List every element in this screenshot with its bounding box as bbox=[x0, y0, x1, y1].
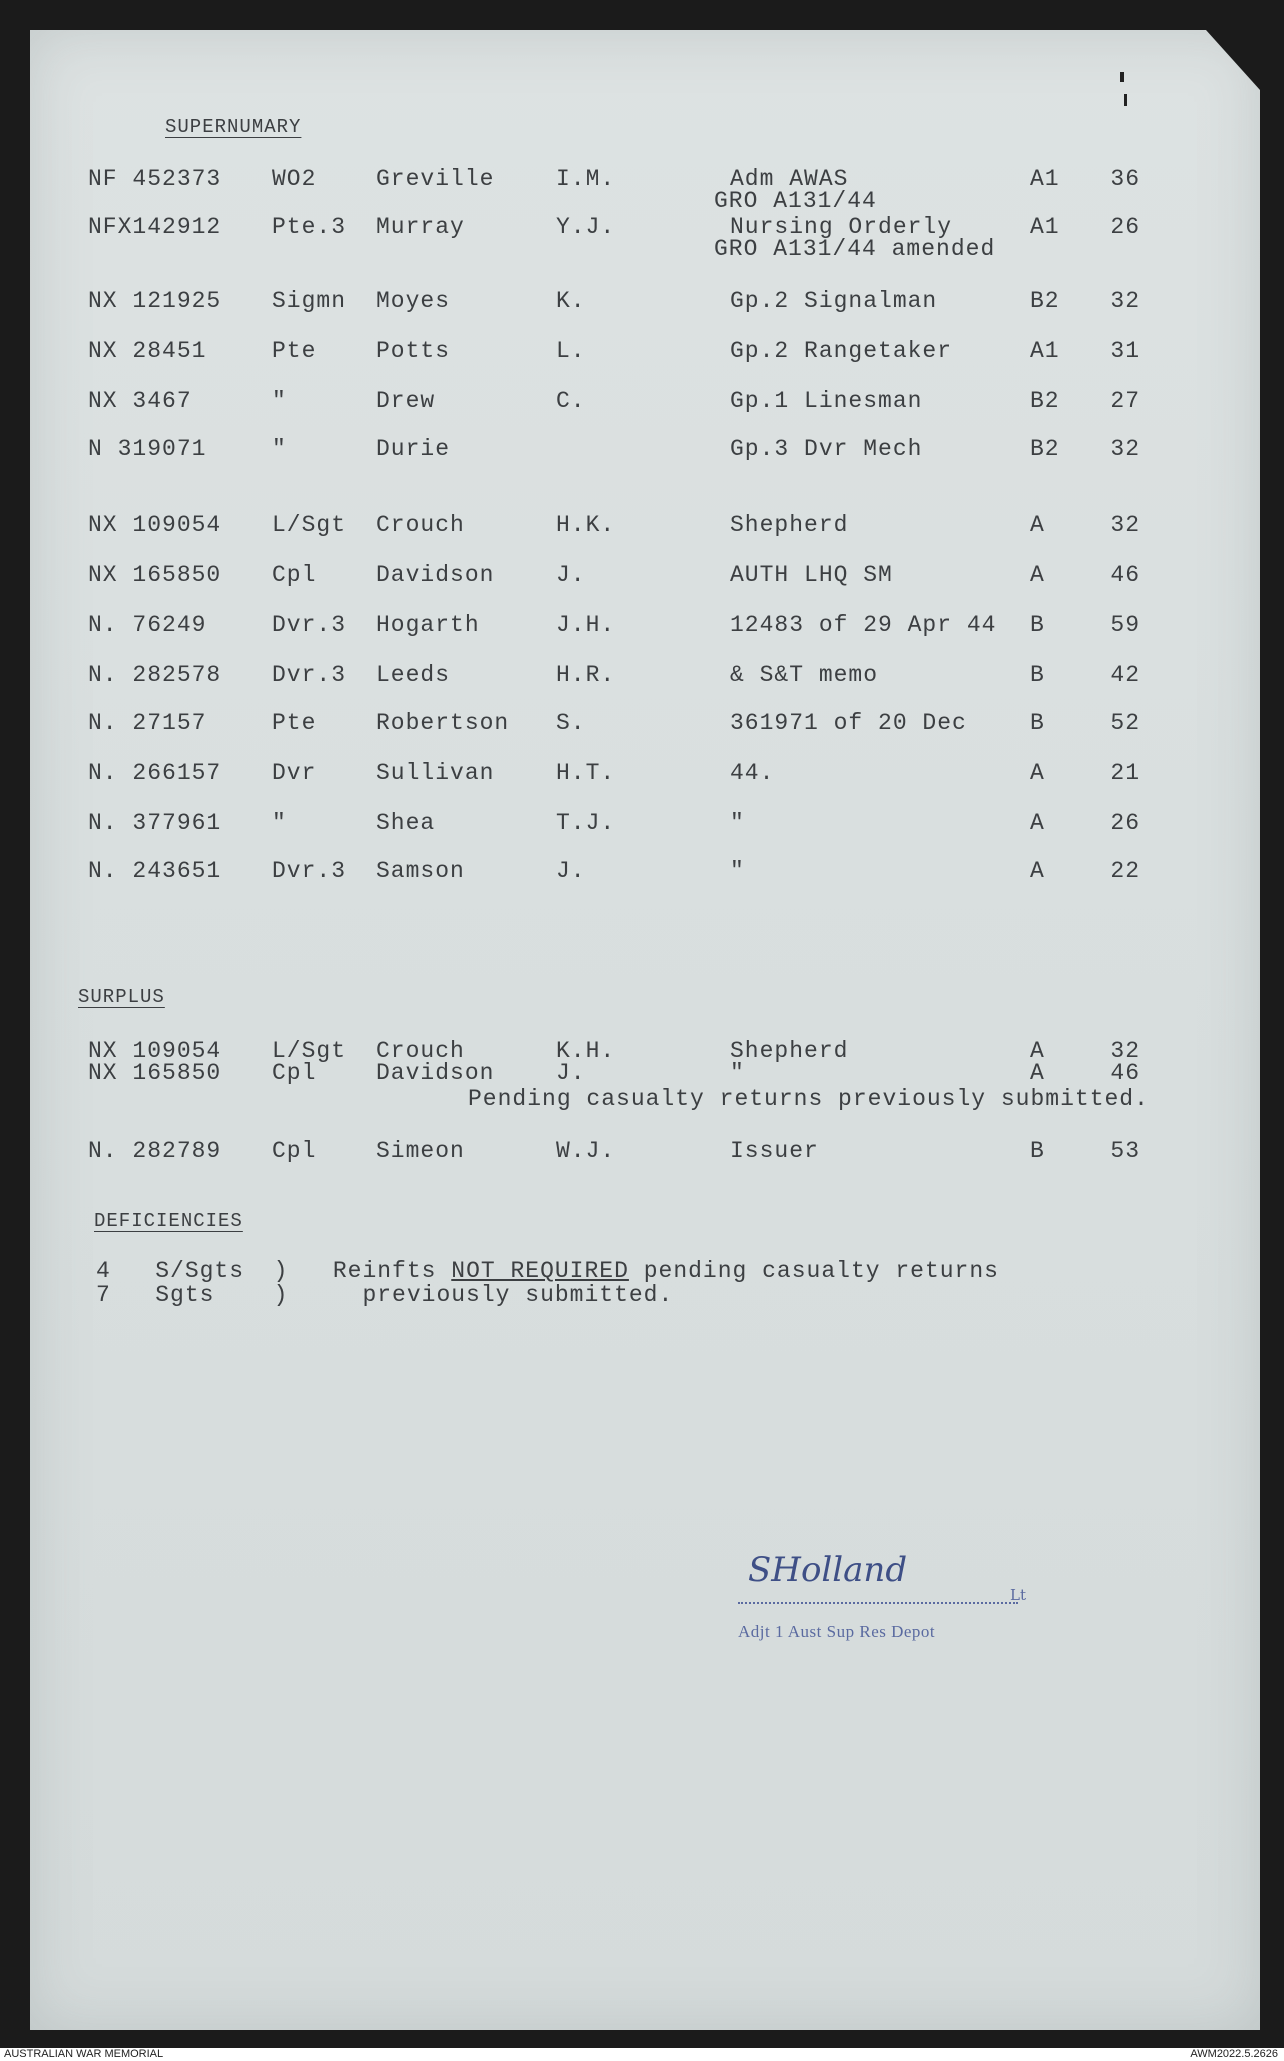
supernumerary-row bbox=[30, 214, 1260, 262]
supernumerary-row bbox=[30, 288, 1260, 322]
surname: Simeon bbox=[376, 1138, 465, 1164]
initials: S. bbox=[556, 710, 586, 736]
surname: Drew bbox=[376, 388, 436, 414]
supernumerary-row bbox=[30, 166, 1260, 214]
initials: K.H. bbox=[556, 1038, 616, 1064]
age: 21 bbox=[1110, 760, 1140, 786]
description: Shepherd bbox=[730, 512, 849, 538]
description: " bbox=[730, 810, 745, 836]
supernumerary-row bbox=[30, 562, 1260, 596]
medical-grade: B bbox=[1030, 1138, 1045, 1164]
rank: " bbox=[272, 388, 287, 414]
supernumerary-row bbox=[30, 858, 1260, 892]
surplus-note: Pending casualty returns previously submitted. bbox=[468, 1086, 1149, 1112]
age: 32 bbox=[1110, 1038, 1140, 1064]
initials: T.J. bbox=[556, 810, 616, 836]
initials: K. bbox=[556, 288, 586, 314]
age: 36 bbox=[1110, 166, 1140, 192]
rank: Dvr.3 bbox=[272, 612, 347, 638]
supernumerary-row bbox=[30, 388, 1260, 422]
rank: " bbox=[272, 436, 287, 462]
description: AUTH LHQ SM bbox=[730, 562, 893, 588]
description-continued: GRO A131/44 amended bbox=[714, 236, 996, 262]
adjutant-stamp: Adjt 1 Aust Sup Res Depot bbox=[738, 1622, 936, 1641]
description: " bbox=[730, 1060, 745, 1086]
description: 361971 of 20 Dec bbox=[730, 710, 967, 736]
age: 53 bbox=[1110, 1138, 1140, 1164]
supernumerary-row bbox=[30, 662, 1260, 696]
medical-grade: A bbox=[1030, 1060, 1045, 1086]
document-page bbox=[30, 30, 1260, 2030]
service-number: NX 109054 bbox=[88, 512, 222, 538]
age: 32 bbox=[1110, 512, 1140, 538]
description: 44. bbox=[730, 760, 775, 786]
age: 22 bbox=[1110, 858, 1140, 884]
rank: Dvr.3 bbox=[272, 858, 347, 884]
medical-grade: A1 bbox=[1030, 214, 1060, 240]
medical-grade: A1 bbox=[1030, 338, 1060, 364]
age: 32 bbox=[1110, 288, 1140, 314]
rank: Pte bbox=[272, 338, 317, 364]
description: " bbox=[730, 858, 745, 884]
description-continued: GRO A131/44 bbox=[714, 188, 877, 214]
handwritten-signature: SHolland bbox=[748, 1550, 908, 1590]
age: 52 bbox=[1110, 710, 1140, 736]
initials: J. bbox=[556, 858, 586, 884]
medical-grade: B bbox=[1030, 662, 1045, 688]
surname: Greville bbox=[376, 166, 495, 192]
initials: H.K. bbox=[556, 512, 616, 538]
paper-corner bbox=[1200, 30, 1260, 90]
initials: I.M. bbox=[556, 166, 616, 192]
surname: Crouch bbox=[376, 512, 465, 538]
surname: Moyes bbox=[376, 288, 451, 314]
rank: Pte.3 bbox=[272, 214, 347, 240]
description: 12483 of 29 Apr 44 bbox=[730, 612, 997, 638]
supernumerary-row bbox=[30, 810, 1260, 844]
supernumerary-row bbox=[30, 338, 1260, 372]
service-number: NFX142912 bbox=[88, 214, 222, 240]
supernumerary-row bbox=[30, 612, 1260, 646]
signature-rank: Lt bbox=[1010, 1586, 1026, 1604]
rank: L/Sgt bbox=[272, 1038, 347, 1064]
ink-mark bbox=[1120, 72, 1124, 82]
rank: Pte bbox=[272, 710, 317, 736]
section-heading-deficiencies: DEFICIENCIES bbox=[94, 1210, 243, 1232]
medical-grade: B bbox=[1030, 710, 1045, 736]
initials: H.T. bbox=[556, 760, 616, 786]
service-number: N. 76249 bbox=[88, 612, 207, 638]
medical-grade: A bbox=[1030, 858, 1045, 884]
footer-reference: AWM2022.5.2626 bbox=[1190, 2048, 1278, 2060]
deficiencies-text: 4 S/Sgts ) Reinfts bbox=[96, 1258, 452, 1284]
supernumerary-row bbox=[30, 512, 1260, 546]
service-number: N. 27157 bbox=[88, 710, 207, 736]
rank: Cpl bbox=[272, 1138, 317, 1164]
medical-grade: B2 bbox=[1030, 388, 1060, 414]
service-number: N. 282578 bbox=[88, 662, 222, 688]
description: Nursing Orderly bbox=[730, 214, 953, 240]
initials: W.J. bbox=[556, 1138, 616, 1164]
service-number: NX 28451 bbox=[88, 338, 207, 364]
surname: Durie bbox=[376, 436, 451, 462]
service-number: N. 266157 bbox=[88, 760, 222, 786]
surname: Potts bbox=[376, 338, 451, 364]
surname: Davidson bbox=[376, 562, 495, 588]
age: 42 bbox=[1110, 662, 1140, 688]
supernumerary-row bbox=[30, 436, 1260, 470]
section-heading-supernumary: SUPERNUMARY bbox=[165, 116, 302, 138]
deficiencies-text-end: pending casualty returns bbox=[628, 1258, 999, 1284]
medical-grade: A bbox=[1030, 760, 1045, 786]
rank: Cpl bbox=[272, 1060, 317, 1086]
age: 26 bbox=[1110, 810, 1140, 836]
service-number: NX 109054 bbox=[88, 1038, 222, 1064]
supernumerary-row bbox=[30, 710, 1260, 744]
medical-grade: A bbox=[1030, 562, 1045, 588]
initials: C. bbox=[556, 388, 586, 414]
age: 46 bbox=[1110, 1060, 1140, 1086]
medical-grade: B2 bbox=[1030, 288, 1060, 314]
service-number: NX 3467 bbox=[88, 388, 192, 414]
rank: WO2 bbox=[272, 166, 317, 192]
age: 59 bbox=[1110, 612, 1140, 638]
deficiencies-line-2: 7 Sgts ) previously submitted. bbox=[96, 1282, 674, 1308]
service-number: NX 121925 bbox=[88, 288, 222, 314]
rank: Dvr.3 bbox=[272, 662, 347, 688]
description: Issuer bbox=[730, 1138, 819, 1164]
initials: H.R. bbox=[556, 662, 616, 688]
description: Shepherd bbox=[730, 1038, 849, 1064]
age: 27 bbox=[1110, 388, 1140, 414]
age: 32 bbox=[1110, 436, 1140, 462]
deficiencies-line-1 bbox=[96, 1258, 999, 1284]
surname: Leeds bbox=[376, 662, 451, 688]
service-number: NX 165850 bbox=[88, 562, 222, 588]
description: Gp.2 Signalman bbox=[730, 288, 938, 314]
surname: Samson bbox=[376, 858, 465, 884]
surname: Crouch bbox=[376, 1038, 465, 1064]
deficiencies-emphasis: NOT REQUIRED bbox=[451, 1258, 629, 1284]
medical-grade: B2 bbox=[1030, 436, 1060, 462]
medical-grade: A bbox=[1030, 512, 1045, 538]
surname: Davidson bbox=[376, 1060, 495, 1086]
initials: J.H. bbox=[556, 612, 616, 638]
description: Gp.1 Linesman bbox=[730, 388, 923, 414]
initials: Y.J. bbox=[556, 214, 616, 240]
surplus-row bbox=[30, 1138, 1260, 1172]
description: & S&T memo bbox=[730, 662, 879, 688]
section-heading-surplus: SURPLUS bbox=[78, 986, 165, 1008]
rank: Dvr bbox=[272, 760, 317, 786]
initials: J. bbox=[556, 1060, 586, 1086]
signature-line bbox=[738, 1602, 1018, 1604]
initials: L. bbox=[556, 338, 586, 364]
service-number: N. 243651 bbox=[88, 858, 222, 884]
rank: Cpl bbox=[272, 562, 317, 588]
medical-grade: A bbox=[1030, 810, 1045, 836]
supernumerary-row bbox=[30, 760, 1260, 794]
age: 26 bbox=[1110, 214, 1140, 240]
ink-mark bbox=[1124, 94, 1127, 106]
surname: Sullivan bbox=[376, 760, 495, 786]
age: 31 bbox=[1110, 338, 1140, 364]
service-number: NF 452373 bbox=[88, 166, 222, 192]
description: Gp.2 Rangetaker bbox=[730, 338, 953, 364]
medical-grade: A bbox=[1030, 1038, 1045, 1064]
service-number: NX 165850 bbox=[88, 1060, 222, 1086]
surname: Murray bbox=[376, 214, 465, 240]
initials: J. bbox=[556, 562, 586, 588]
medical-grade: B bbox=[1030, 612, 1045, 638]
surname: Robertson bbox=[376, 710, 510, 736]
footer-source: AUSTRALIAN WAR MEMORIAL bbox=[4, 2048, 164, 2060]
description: Adm AWAS bbox=[730, 166, 849, 192]
service-number: N. 377961 bbox=[88, 810, 222, 836]
rank: L/Sgt bbox=[272, 512, 347, 538]
surname: Hogarth bbox=[376, 612, 480, 638]
medical-grade: A1 bbox=[1030, 166, 1060, 192]
service-number: N. 282789 bbox=[88, 1138, 222, 1164]
description: Gp.3 Dvr Mech bbox=[730, 436, 923, 462]
rank: Sigmn bbox=[272, 288, 347, 314]
signature-block bbox=[738, 1550, 1058, 1660]
service-number: N 319071 bbox=[88, 436, 207, 462]
surname: Shea bbox=[376, 810, 436, 836]
age: 46 bbox=[1110, 562, 1140, 588]
rank: " bbox=[272, 810, 287, 836]
